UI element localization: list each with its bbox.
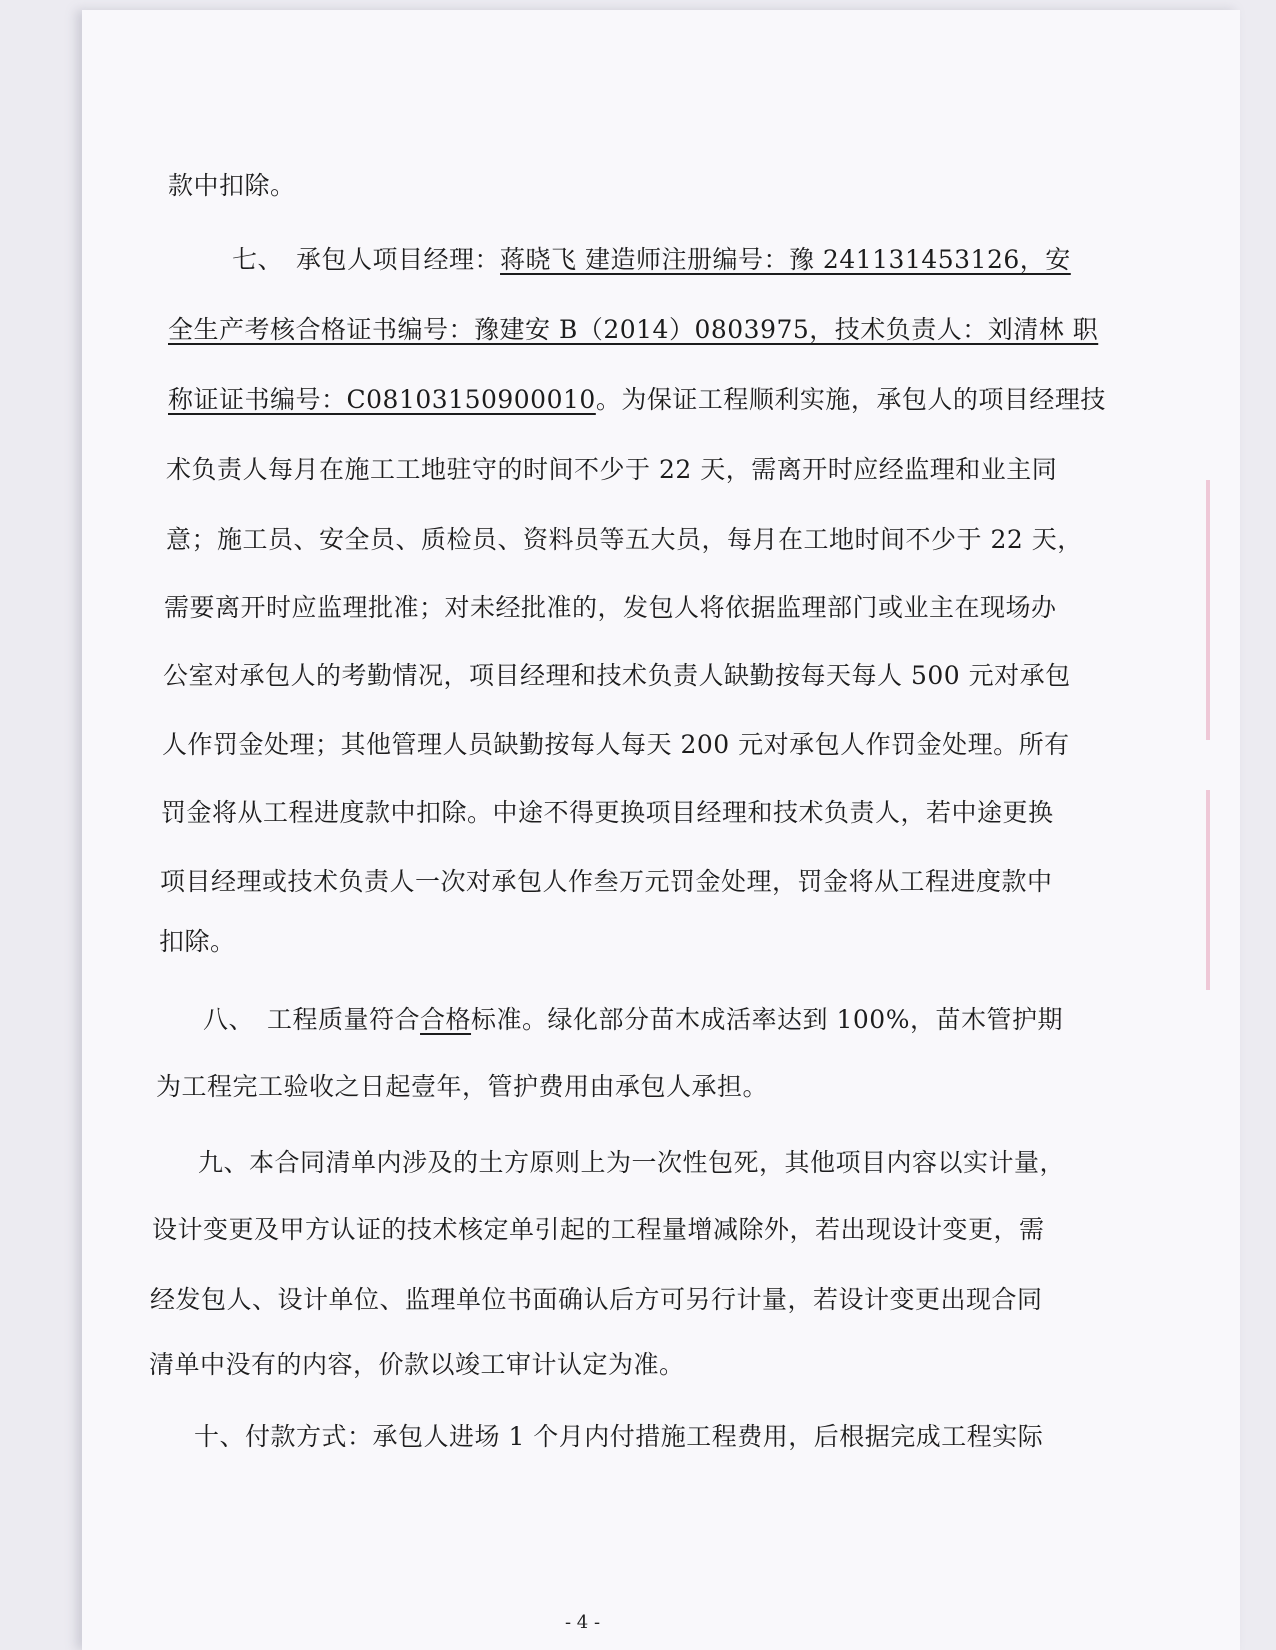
text-span: 。为保证工程顺利实施，承包人的项目经理技 xyxy=(595,385,1106,414)
pink-bleed-mark xyxy=(1206,790,1210,990)
pink-bleed-mark xyxy=(1206,480,1210,740)
text-span: 标准。绿化部分苗木成活率达到 100%，苗木管护期 xyxy=(471,1005,1063,1034)
text-line: 术负责人每月在施工工地驻守的时间不少于 22 天，需离开时应经监理和业主同 xyxy=(166,455,1058,484)
text-line: 设计变更及甲方认证的技术核定单引起的工程量增减除外，若出现设计变更，需 xyxy=(152,1215,1045,1244)
text-line: 项目经理或技术负责人一次对承包人作叁万元罚金处理，罚金将从工程进度款中 xyxy=(160,867,1053,896)
text-line: 罚金将从工程进度款中扣除。中途不得更换项目经理和技术负责人，若中途更换 xyxy=(161,798,1054,827)
text-line xyxy=(168,380,1106,416)
text-line: 为工程完工验收之日起壹年，管护费用由承包人承担。 xyxy=(156,1072,769,1101)
text-line xyxy=(232,240,1071,276)
section-heading: 八、 工程质量符合 xyxy=(203,1005,421,1034)
text-line: 款中扣除。 xyxy=(168,171,296,200)
text-line: 人作罚金处理；其他管理人员缺勤按每人每天 200 元对承包人作罚金处理。所有 xyxy=(162,730,1070,759)
page-number: - 4 - xyxy=(565,1612,601,1633)
text-line: 经发包人、设计单位、监理单位书面确认后方可另行计量，若设计变更出现合同 xyxy=(150,1285,1043,1314)
underlined-text: 称证证书编号：C08103150900010 xyxy=(168,385,596,414)
underlined-text: 合格 xyxy=(420,1005,472,1034)
text-line: 意；施工员、安全员、质检员、资料员等五大员，每月在工地时间不少于 22 天， xyxy=(166,525,1083,554)
text-line xyxy=(203,1000,1063,1036)
section-heading: 七、 承包人项目经理： xyxy=(232,245,501,274)
text-line: 需要离开时应监理批准；对未经批准的，发包人将依据监理部门或业主在现场办 xyxy=(164,593,1057,622)
underlined-text: 蒋晓飞 建造师注册编号：豫 241131453126，安 xyxy=(500,245,1071,274)
text-line: 扣除。 xyxy=(159,927,236,956)
text-line: 清单中没有的内容，价款以竣工审计认定为准。 xyxy=(149,1350,685,1379)
text-line: 公室对承包人的考勤情况，项目经理和技术负责人缺勤按每天每人 500 元对承包 xyxy=(163,661,1071,690)
underlined-text: 全生产考核合格证书编号：豫建安 B（2014）0803975，技术负责人：刘清林 职 xyxy=(168,315,1099,344)
text-line: 十、付款方式：承包人进场 1 个月内付措施工程费用，后根据完成工程实际 xyxy=(194,1422,1044,1451)
text-line: 九、本合同清单内涉及的土方原则上为一次性包死，其他项目内容以实计量， xyxy=(198,1148,1066,1177)
